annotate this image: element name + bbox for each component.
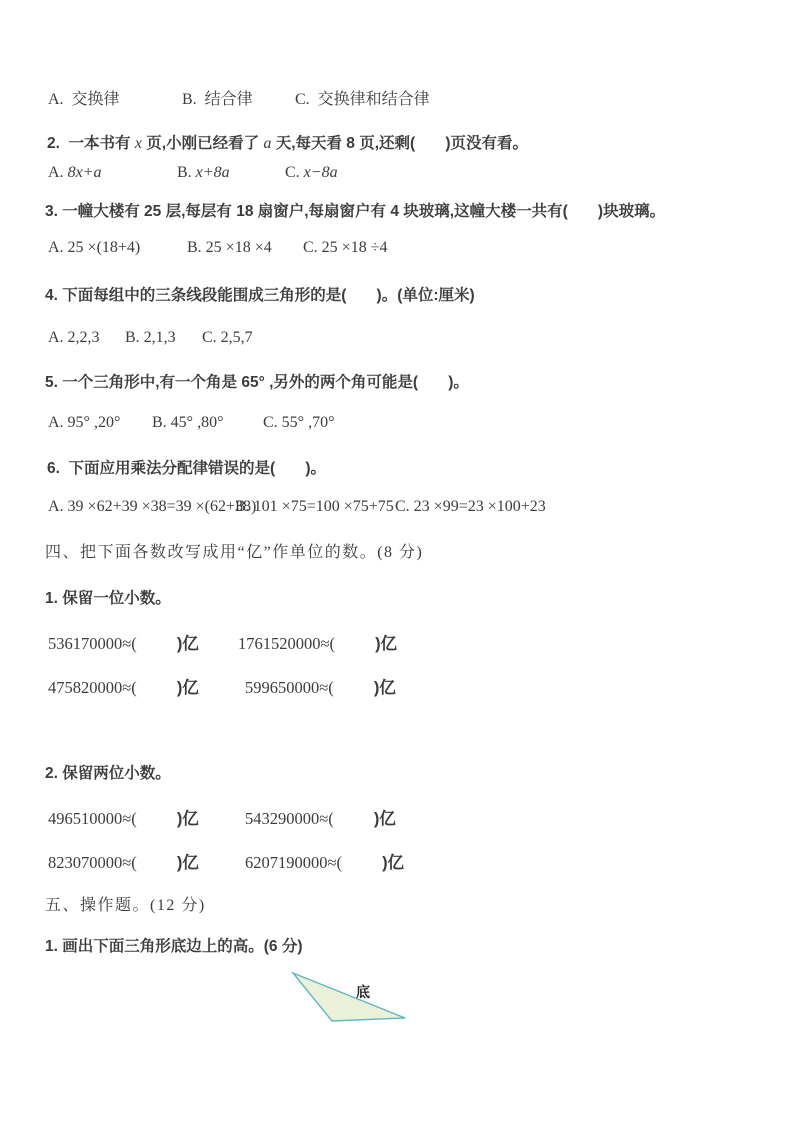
- q5-option-a: A. 95° ,20°: [48, 414, 121, 431]
- section4-title: 四、把下面各数改写成用“亿”作单位的数。(8 分): [45, 544, 424, 561]
- section5-title-row: [0, 892, 793, 920]
- approx-open: ≈(: [122, 853, 137, 872]
- approx-open: ≈(: [320, 634, 336, 653]
- q3-stem-row: [0, 199, 793, 227]
- q2-stem-part: 2. 一本书有: [47, 135, 135, 152]
- section4-sub2: 2. 保留两位小数。: [45, 765, 171, 782]
- fill-blank-cell: [48, 805, 199, 829]
- section4-sub2-row: [0, 761, 793, 789]
- q3-option-b: B. 25 ×18 ×4: [187, 239, 272, 256]
- q6-stem: 6. 下面应用乘法分配律错误的是( )。: [47, 460, 327, 477]
- q5-stem-row: [0, 370, 793, 398]
- number-value: 543290000: [245, 809, 320, 828]
- q2-option-a-label: A.: [48, 164, 68, 181]
- close-unit: )亿: [176, 854, 199, 872]
- q2-option-c-label: C.: [285, 164, 304, 181]
- q3-option-a: A. 25 ×(18+4): [48, 239, 141, 256]
- approx-open: ≈(: [319, 809, 334, 828]
- q2-option-a-formula: 8x+a: [67, 164, 102, 181]
- number-value: 536170000: [48, 634, 123, 653]
- q6-option-c: C. 23 ×99=23 ×100+23: [395, 498, 546, 515]
- close-unit: )亿: [375, 635, 398, 653]
- round-row: [0, 849, 793, 877]
- q2-variable-a: a: [263, 135, 272, 152]
- q1-option-c: C. 交换律和结合律: [295, 91, 430, 108]
- q6-options-row: [0, 498, 793, 526]
- close-unit: )亿: [382, 854, 405, 872]
- q6-option-b: B. 101 ×75=100 ×75+75: [235, 498, 394, 515]
- section4-title-row: [0, 539, 793, 567]
- approx-open: ≈(: [122, 678, 137, 697]
- q1-option-a: A. 交换律: [48, 91, 120, 108]
- fill-blank-cell: [238, 630, 397, 654]
- section5-q1: 1. 画出下面三角形底边上的高。(6 分): [45, 938, 303, 955]
- fill-blank-cell: [48, 630, 199, 654]
- fill-blank-cell: [245, 849, 404, 873]
- q2-option-b-label: B.: [177, 164, 196, 181]
- q2-option-b-formula: x+8a: [195, 164, 230, 181]
- q2-stem: [47, 131, 528, 153]
- fill-blank-cell: [48, 849, 199, 873]
- q2-stem-part: 天,每天看 8 页,还剩( )页没有看。: [271, 135, 529, 152]
- q4-options-row: [0, 329, 793, 357]
- close-unit: )亿: [176, 810, 199, 828]
- q2-option-c-formula: x−8a: [303, 164, 338, 181]
- close-unit: )亿: [176, 635, 199, 653]
- number-value: 496510000: [48, 809, 123, 828]
- q2-stem-part: 页,小刚已经看了: [141, 135, 264, 152]
- fill-blank-cell: [245, 674, 396, 698]
- round-row: [0, 630, 793, 658]
- q2-variable-x: x: [134, 135, 142, 152]
- q4-stem: 4. 下面每组中的三条线段能围成三角形的是( )。(单位:厘米): [45, 287, 475, 304]
- q4-option-c: C. 2,5,7: [202, 329, 253, 346]
- q2-stem-row: [0, 131, 793, 159]
- fill-blank-cell: [48, 674, 199, 698]
- triangle-figure: [283, 966, 418, 1033]
- fill-blank-cell: [245, 805, 396, 829]
- q4-option-b: B. 2,1,3: [125, 329, 176, 346]
- q5-option-c: C. 55° ,70°: [263, 414, 335, 431]
- section5-title: 五、操作题。(12 分): [45, 897, 206, 914]
- approx-open: ≈(: [327, 853, 343, 872]
- q2-options-row: [0, 164, 793, 192]
- number-value: 1761520000: [238, 634, 321, 653]
- section4-sub1: 1. 保留一位小数。: [45, 590, 171, 607]
- number-value: 6207190000: [245, 853, 328, 872]
- q5-stem: 5. 一个三角形中,有一个角是 65° ,另外的两个角可能是( )。: [45, 374, 469, 391]
- q2-option-c: [285, 164, 338, 182]
- close-unit: )亿: [373, 679, 396, 697]
- number-value: 823070000: [48, 853, 123, 872]
- q6-stem-row: [0, 456, 793, 484]
- number-value: 475820000: [48, 678, 123, 697]
- q4-option-a: A. 2,2,3: [48, 329, 100, 346]
- approx-open: ≈(: [122, 809, 137, 828]
- triangle-svg: [283, 966, 418, 1028]
- q5-options-row: [0, 414, 793, 442]
- q3-stem: 3. 一幢大楼有 25 层,每层有 18 扇窗户,每扇窗户有 4 块玻璃,这幢大楼一共有( )块玻璃。: [45, 203, 666, 220]
- round-row: [0, 674, 793, 702]
- q1-options-row: [0, 86, 793, 114]
- section5-q1-row: [0, 934, 793, 962]
- approx-open: ≈(: [122, 634, 137, 653]
- section4-sub1-row: [0, 586, 793, 614]
- number-value: 599650000: [245, 678, 320, 697]
- q2-option-b: [177, 164, 230, 182]
- close-unit: )亿: [373, 810, 396, 828]
- q3-options-row: [0, 239, 793, 267]
- q2-option-a: [48, 164, 101, 182]
- round-row: [0, 805, 793, 833]
- q5-option-b: B. 45° ,80°: [152, 414, 224, 431]
- q4-stem-row: [0, 283, 793, 311]
- approx-open: ≈(: [319, 678, 334, 697]
- q1-option-b: B. 结合律: [182, 91, 253, 108]
- q6-option-a: A. 39 ×62+39 ×38=39 ×(62+38): [48, 498, 257, 515]
- triangle-shape: [293, 973, 405, 1021]
- q3-option-c: C. 25 ×18 ÷4: [303, 239, 388, 256]
- close-unit: )亿: [176, 679, 199, 697]
- triangle-base-label: 底: [356, 984, 370, 1000]
